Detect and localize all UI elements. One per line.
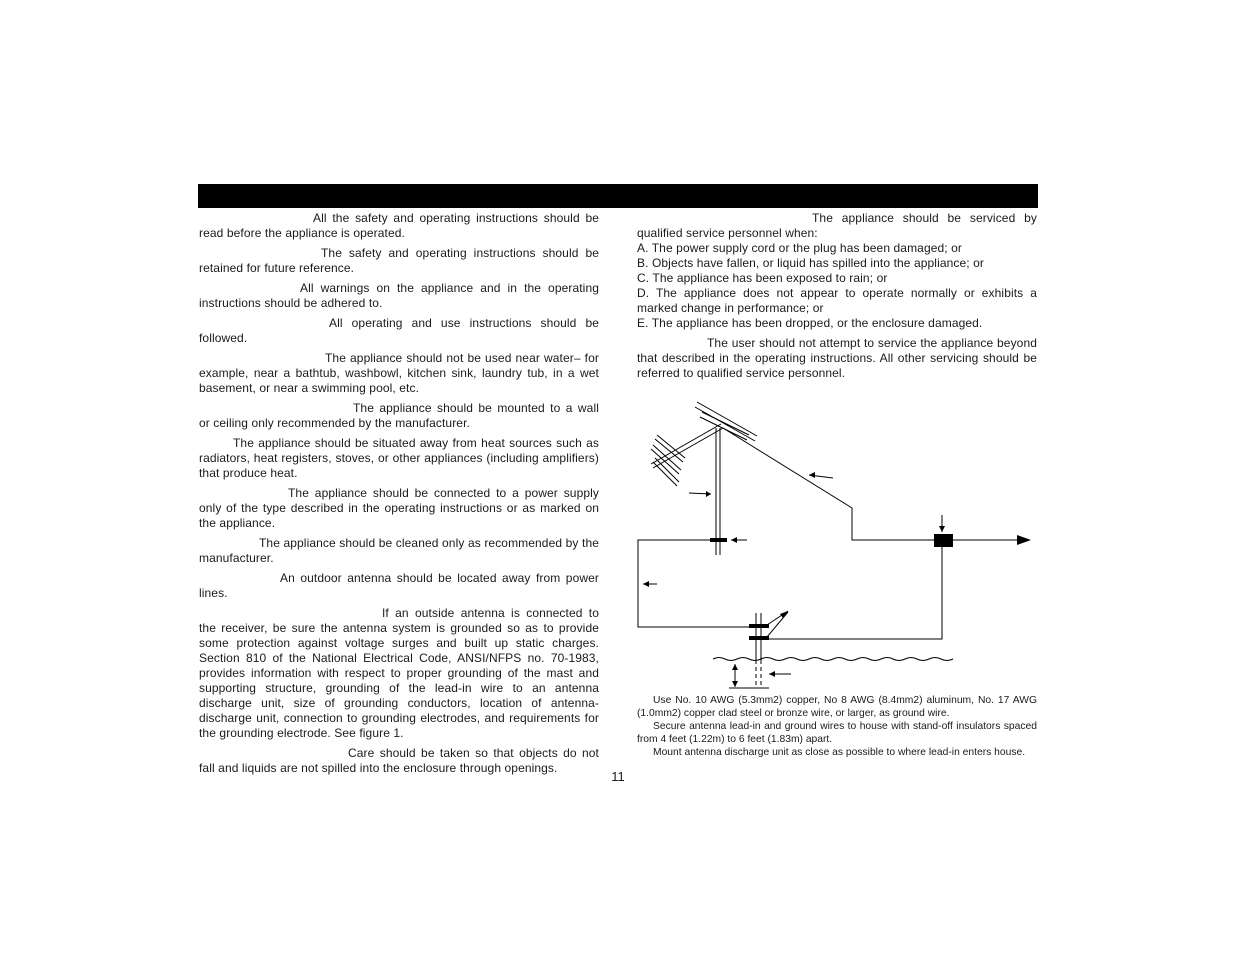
- para-read-instructions: All the safety and operating instructions should be read before the appliance is operated.: [199, 211, 599, 240]
- page-number: 11: [611, 769, 625, 784]
- service-item-e: E. The appliance has been dropped, or the enclosure damaged.: [637, 316, 983, 330]
- antenna-grounding-figure: [637, 398, 1039, 690]
- figure-notes: [637, 694, 1037, 759]
- para-servicing: The user should not attempt to service the appliance beyond that described in the operating instructions. All other servicing should be referred to qualified service personnel.: [637, 336, 1037, 380]
- ground-clamp-upper: [749, 624, 769, 628]
- antenna-elements: [651, 402, 757, 486]
- para-retain-instructions: The safety and operating instructions should be retained for future reference.: [199, 246, 599, 275]
- section-header-bar: [198, 184, 1038, 208]
- para-power-lines: An outdoor antenna should be located away from power lines.: [199, 571, 599, 600]
- para-water-moisture: The appliance should not be used near water– for example, near a bathtub, washbowl, kitchen sink, laundry tub, in a wet basement, or near a swimming pool, etc.: [199, 351, 599, 395]
- mast-clamp: [710, 538, 727, 542]
- figure-note-discharge-unit: Mount antenna discharge unit as close as possible to where lead-in enters house.: [653, 747, 1026, 758]
- antenna-mast: [716, 428, 720, 555]
- discharge-ground-wire: [763, 547, 942, 639]
- service-item-a: A. The power supply cord or the plug has been damaged; or: [637, 241, 963, 255]
- lead-in-arrowhead: [1017, 535, 1031, 545]
- para-follow-instructions: All operating and use instructions should be followed.: [199, 316, 599, 345]
- service-item-d: D. The appliance does not appear to operate normally or exhibits a marked change in performance; or: [637, 286, 1037, 315]
- ground-clamp-lower: [749, 636, 769, 640]
- service-item-b: B. Objects have fallen, or liquid has spilled into the appliance; or: [637, 256, 985, 270]
- lead-in-wire: [723, 428, 935, 540]
- para-heed-warnings: All warnings on the appliance and in the operating instructions should be adhered to.: [199, 281, 599, 310]
- antenna-discharge-unit: [934, 534, 953, 547]
- para-antenna-grounding: If an outside antenna is connected to the receiver, be sure the antenna system is grounded so as to provide some protection against voltage surges and built up static charges. Section 810 of the National Electrical Code, ANSI/NFPS no. 70-1983, provides information with respect to proper grounding of the mast and supporting structure, grounding of the lead-in wire to an antenna discharge unit, size of grounding conductors, location of antenna-discharge unit, connection to grounding electrodes, and requirements for the grounding electrode. See figure 1.: [199, 606, 599, 740]
- para-damage-service: The appliance should be serviced by qualified service personnel when:: [637, 211, 1037, 240]
- para-heat: The appliance should be situated away from heat sources such as radiators, heat registers, stoves, or other appliances (including amplifiers) that produce heat.: [199, 436, 599, 480]
- para-power-sources: The appliance should be connected to a power supply only of the type described in the operating instructions or as marked on the appliance.: [199, 486, 599, 530]
- para-cleaning: The appliance should be cleaned only as recommended by the manufacturer.: [199, 536, 599, 565]
- para-object-liquid-entry: Care should be taken so that objects do not fall and liquids are not spilled into the enclosure through openings.: [199, 746, 599, 775]
- figure-note-stand-off-insulators: Secure antenna lead-in and ground wires to house with stand-off insulators spaced from 4 feet (1.22m) to 6 feet (1.83m) apart.: [637, 721, 1037, 745]
- service-item-c: C. The appliance has been exposed to rain; or: [637, 271, 888, 285]
- left-column: [199, 211, 599, 781]
- figure-note-ground-wire: Use No. 10 AWG (5.3mm2) copper, No 8 AWG (8.4mm2) aluminum, No. 17 AWG (1.0mm2) copper clad steel or bronze wire, or larger, as ground wire.: [637, 695, 1037, 719]
- right-column: [637, 211, 1037, 386]
- para-wall-mounting: The appliance should be mounted to a wall or ceiling only recommended by the manufacturer.: [199, 401, 599, 430]
- ground-surface: [713, 658, 953, 661]
